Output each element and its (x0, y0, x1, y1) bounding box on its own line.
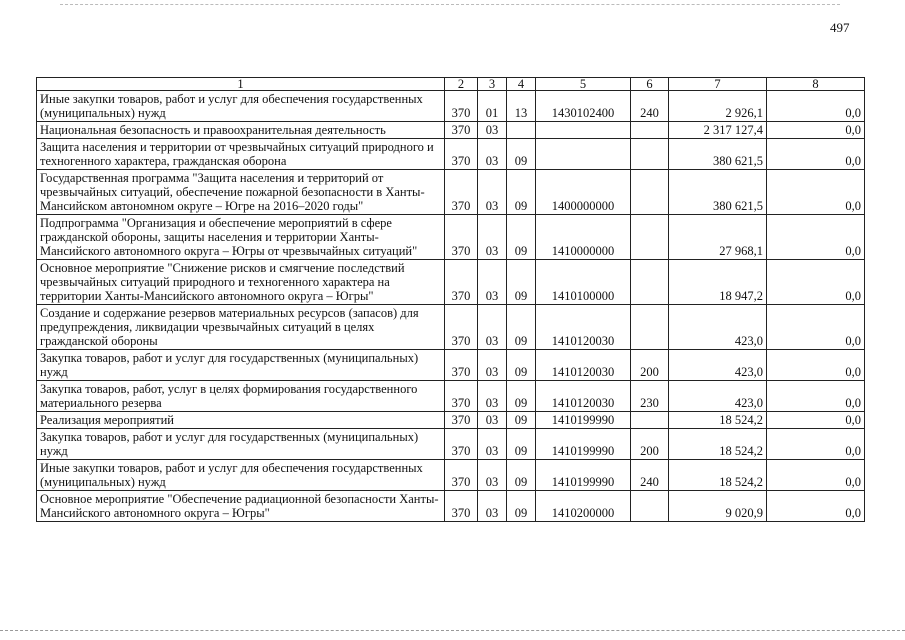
table-row (37, 122, 865, 139)
cell-section-code: 03 (478, 412, 507, 429)
cell-target-article (536, 122, 631, 139)
cell-amount-2: 0,0 (767, 350, 865, 381)
cell-expense-type (631, 491, 669, 522)
cell-amount: 18 524,2 (669, 460, 767, 491)
cell-target-article: 1410120030 (536, 381, 631, 412)
cell-amount-2: 0,0 (767, 139, 865, 170)
cell-amount-2: 0,0 (767, 429, 865, 460)
cell-target-article: 1410200000 (536, 491, 631, 522)
cell-expense-type: 230 (631, 381, 669, 412)
cell-ministry-code: 370 (445, 260, 478, 305)
cell-name: Закупка товаров, работ и услуг для государственных (муниципальных) нужд (37, 350, 445, 381)
cell-ministry-code: 370 (445, 381, 478, 412)
cell-ministry-code: 370 (445, 170, 478, 215)
cell-expense-type (631, 122, 669, 139)
cell-section-code: 03 (478, 215, 507, 260)
cell-expense-type (631, 412, 669, 429)
scan-artifact-bottom (0, 630, 905, 631)
cell-section-code: 03 (478, 139, 507, 170)
cell-amount-2: 0,0 (767, 170, 865, 215)
table-row (37, 139, 865, 170)
header-col-5: 5 (536, 78, 631, 91)
cell-section-code: 03 (478, 350, 507, 381)
cell-ministry-code: 370 (445, 491, 478, 522)
table-row (37, 350, 865, 381)
cell-ministry-code: 370 (445, 429, 478, 460)
cell-expense-type (631, 170, 669, 215)
header-col-6: 6 (631, 78, 669, 91)
cell-name: Основное мероприятие "Обеспечение радиационной безопасности Ханты-Мансийского автономного округа – Югры" (37, 491, 445, 522)
cell-section-code: 03 (478, 170, 507, 215)
cell-subsection-code: 09 (507, 139, 536, 170)
table-header-row (37, 78, 865, 91)
cell-name: Создание и содержание резервов материальных ресурсов (запасов) для предупреждения, ликвидации чрезвычайных ситуаций в целях гражданской обороны (37, 305, 445, 350)
cell-subsection-code: 09 (507, 170, 536, 215)
cell-expense-type: 240 (631, 91, 669, 122)
header-col-7: 7 (669, 78, 767, 91)
cell-target-article: 1410120030 (536, 305, 631, 350)
cell-expense-type: 200 (631, 350, 669, 381)
cell-ministry-code: 370 (445, 215, 478, 260)
cell-ministry-code: 370 (445, 139, 478, 170)
cell-subsection-code: 09 (507, 260, 536, 305)
cell-ministry-code: 370 (445, 460, 478, 491)
cell-ministry-code: 370 (445, 305, 478, 350)
table-row (37, 412, 865, 429)
cell-amount-2: 0,0 (767, 122, 865, 139)
cell-target-article: 1400000000 (536, 170, 631, 215)
page-number: 497 (830, 20, 850, 35)
cell-amount-2: 0,0 (767, 305, 865, 350)
cell-expense-type (631, 215, 669, 260)
cell-amount: 380 621,5 (669, 170, 767, 215)
cell-amount: 2 926,1 (669, 91, 767, 122)
cell-amount: 423,0 (669, 305, 767, 350)
header-col-4: 4 (507, 78, 536, 91)
cell-amount: 423,0 (669, 381, 767, 412)
cell-name: Государственная программа "Защита населения и территорий от чрезвычайных ситуаций, обеспечение пожарной безопасности в Ханты-Мансийском автономном округе – Югре на 2016–2020 годы" (37, 170, 445, 215)
header-col-3: 3 (478, 78, 507, 91)
cell-section-code: 03 (478, 429, 507, 460)
cell-name: Иные закупки товаров, работ и услуг для обеспечения государственных (муниципальных) нужд (37, 460, 445, 491)
cell-target-article: 1410120030 (536, 350, 631, 381)
cell-target-article: 1430102400 (536, 91, 631, 122)
cell-section-code: 03 (478, 260, 507, 305)
header-col-8: 8 (767, 78, 865, 91)
cell-amount: 27 968,1 (669, 215, 767, 260)
header-col-2: 2 (445, 78, 478, 91)
cell-amount-2: 0,0 (767, 91, 865, 122)
scan-artifact-top (60, 4, 840, 5)
cell-amount-2: 0,0 (767, 381, 865, 412)
cell-subsection-code (507, 122, 536, 139)
cell-amount-2: 0,0 (767, 491, 865, 522)
header-col-1: 1 (37, 78, 445, 91)
cell-section-code: 03 (478, 460, 507, 491)
cell-target-article: 1410199990 (536, 412, 631, 429)
cell-subsection-code: 09 (507, 305, 536, 350)
cell-expense-type: 200 (631, 429, 669, 460)
cell-amount-2: 0,0 (767, 215, 865, 260)
cell-subsection-code: 09 (507, 429, 536, 460)
cell-name: Закупка товаров, работ, услуг в целях формирования государственного материального резерва (37, 381, 445, 412)
cell-expense-type: 240 (631, 460, 669, 491)
cell-name: Иные закупки товаров, работ и услуг для обеспечения государственных (муниципальных) нужд (37, 91, 445, 122)
cell-amount-2: 0,0 (767, 460, 865, 491)
cell-amount: 18 524,2 (669, 412, 767, 429)
cell-name: Защита населения и территории от чрезвычайных ситуаций природного и техногенного характера, гражданская оборона (37, 139, 445, 170)
cell-ministry-code: 370 (445, 122, 478, 139)
cell-name: Основное мероприятие "Снижение рисков и смягчение последствий чрезвычайных ситуаций природного и техногенного характера на территории Ханты-Мансийского автономного округа – Югры" (37, 260, 445, 305)
cell-section-code: 01 (478, 91, 507, 122)
cell-name: Подпрограмма "Организация и обеспечение мероприятий в сфере гражданской обороны, защиты населения и территории Ханты-Мансийского автономного округа – Югры от чрезвычайных ситуаций" (37, 215, 445, 260)
cell-expense-type (631, 305, 669, 350)
cell-ministry-code: 370 (445, 350, 478, 381)
budget-table (36, 77, 865, 522)
cell-target-article: 1410199990 (536, 460, 631, 491)
table-row (37, 429, 865, 460)
table-row (37, 491, 865, 522)
cell-subsection-code: 09 (507, 350, 536, 381)
cell-section-code: 03 (478, 491, 507, 522)
table-row (37, 215, 865, 260)
cell-name: Реализация мероприятий (37, 412, 445, 429)
cell-amount-2: 0,0 (767, 412, 865, 429)
cell-amount-2: 0,0 (767, 260, 865, 305)
cell-subsection-code: 09 (507, 491, 536, 522)
cell-subsection-code: 09 (507, 381, 536, 412)
cell-target-article: 1410000000 (536, 215, 631, 260)
cell-amount: 423,0 (669, 350, 767, 381)
cell-amount: 18 524,2 (669, 429, 767, 460)
cell-name: Закупка товаров, работ и услуг для государственных (муниципальных) нужд (37, 429, 445, 460)
cell-amount: 18 947,2 (669, 260, 767, 305)
table-row (37, 381, 865, 412)
cell-subsection-code: 09 (507, 460, 536, 491)
table-body (37, 91, 865, 522)
table-row (37, 170, 865, 215)
cell-ministry-code: 370 (445, 412, 478, 429)
cell-amount: 380 621,5 (669, 139, 767, 170)
table-row (37, 460, 865, 491)
cell-section-code: 03 (478, 381, 507, 412)
table-row (37, 260, 865, 305)
cell-subsection-code: 09 (507, 412, 536, 429)
cell-subsection-code: 09 (507, 215, 536, 260)
cell-ministry-code: 370 (445, 91, 478, 122)
cell-name: Национальная безопасность и правоохранительная деятельность (37, 122, 445, 139)
cell-target-article: 1410199990 (536, 429, 631, 460)
cell-target-article (536, 139, 631, 170)
cell-section-code: 03 (478, 305, 507, 350)
table-row (37, 91, 865, 122)
cell-target-article: 1410100000 (536, 260, 631, 305)
cell-section-code: 03 (478, 122, 507, 139)
cell-amount: 2 317 127,4 (669, 122, 767, 139)
cell-expense-type (631, 139, 669, 170)
table-row (37, 305, 865, 350)
cell-amount: 9 020,9 (669, 491, 767, 522)
cell-subsection-code: 13 (507, 91, 536, 122)
cell-expense-type (631, 260, 669, 305)
